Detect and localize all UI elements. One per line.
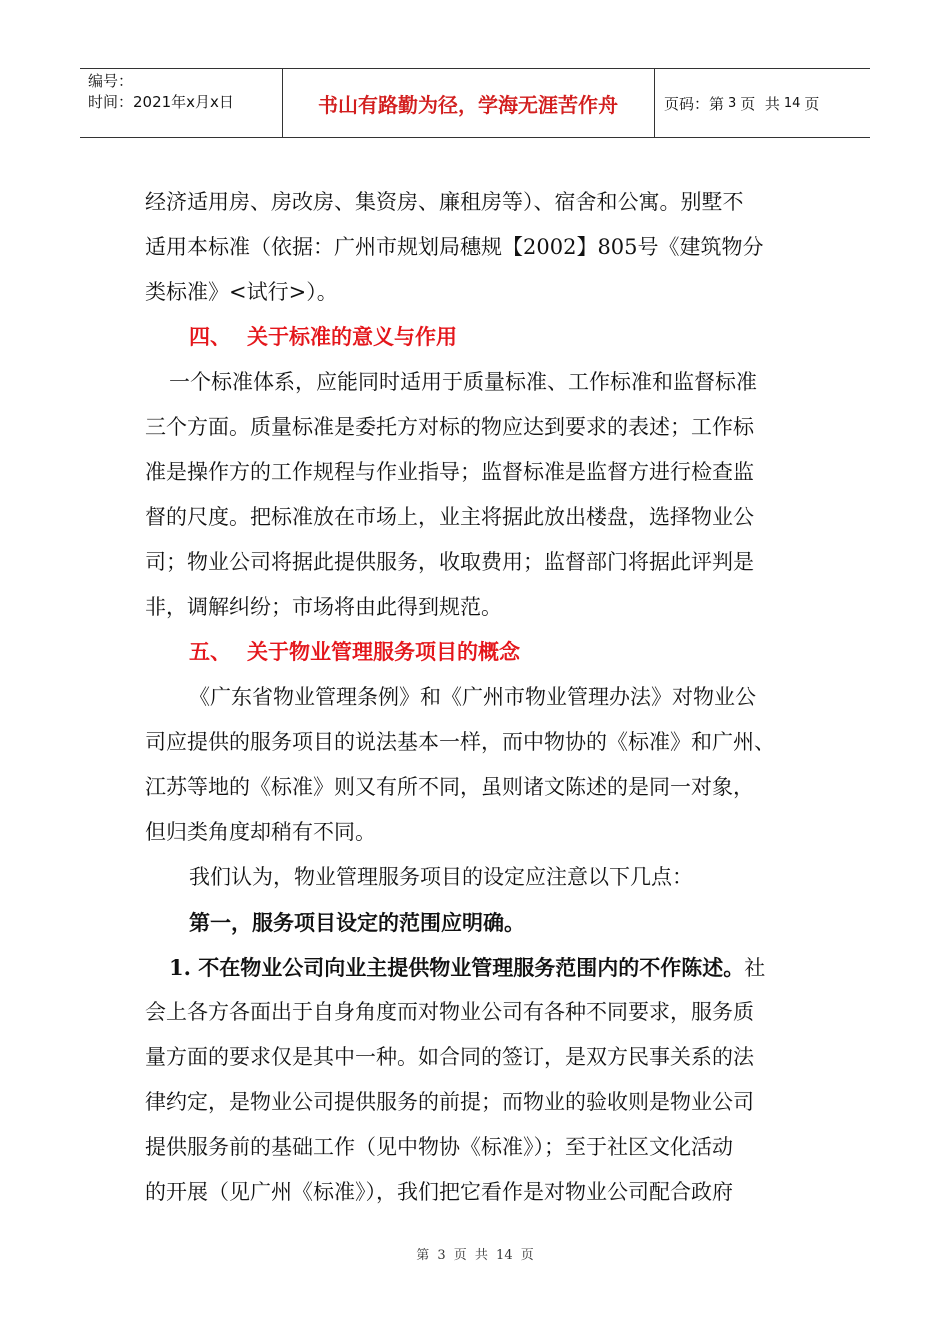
text-line: 《广东省物业管理条例》和《广州市物业管理办法》对物业公 bbox=[189, 685, 756, 709]
bold-lead: 1. 不在物业公司向业主提供物业管理服务范围内的不作陈述。 bbox=[169, 955, 745, 980]
lead-rest: 社 bbox=[744, 956, 766, 980]
text-line: 的开展（见广州《标准》），我们把它看作是对物业公司配合政府 bbox=[145, 1180, 733, 1204]
text-line: 量方面的要求仅是其中一种。如合同的签订，是双方民事关系的法 bbox=[145, 1045, 754, 1069]
section-title: 关于物业管理服务项目的概念 bbox=[247, 640, 520, 664]
text-line: 非，调解纠纷；市场将由此得到规范。 bbox=[145, 595, 502, 619]
text-line: 提供服务前的基础工作（见中物协《标准》）；至于社区文化活动 bbox=[145, 1135, 733, 1159]
text-line: 司应提供的服务项目的说法基本一样，而中物协的《标准》和广州、 bbox=[145, 730, 775, 754]
page-footer: 第 3 页 共 14 页 bbox=[416, 1248, 534, 1263]
page-header-table bbox=[80, 68, 870, 138]
text-line: 适用本标准（依据：广州市规划局穗规【2002】805号《建筑物分 bbox=[145, 235, 764, 259]
page-prefix: 页码：第 bbox=[664, 94, 725, 113]
text-line: 准是操作方的工作规程与作业指导；监督标准是监督方进行检查监 bbox=[145, 460, 754, 484]
section-heading-4 bbox=[145, 315, 810, 360]
text-line: 一个标准体系，应能同时适用于质量标准、工作标准和监督标准 bbox=[169, 370, 757, 394]
page-number: 3 bbox=[728, 95, 737, 111]
text-line: 类标准》<试行>）。 bbox=[145, 280, 338, 304]
header-divider bbox=[654, 69, 655, 137]
doc-number-label: 编号： bbox=[88, 72, 134, 90]
text-line: 经济适用房、房改房、集资房、廉租房等）、宿舍和公寓。别墅不 bbox=[145, 190, 744, 214]
text-line: 会上各方各面出于自身角度而对物业公司有各种不同要求，服务质 bbox=[145, 1000, 754, 1024]
page-suffix: 页 bbox=[804, 94, 820, 113]
header-page-info bbox=[664, 69, 819, 137]
section-number: 四、 bbox=[189, 325, 231, 349]
document-body bbox=[145, 180, 810, 1215]
text-line: 但归类角度却稍有不同。 bbox=[145, 820, 376, 844]
header-meta bbox=[88, 71, 234, 113]
section-title: 关于标准的意义与作用 bbox=[247, 325, 457, 349]
text-line: 律约定，是物业公司提供服务的前提；而物业的验收则是物业公司 bbox=[145, 1090, 754, 1114]
doc-time-label: 时间：2021年x月x日 bbox=[88, 93, 234, 111]
text-line: 督的尺度。把标准放在市场上，业主将据此放出楼盘，选择物业公 bbox=[145, 505, 754, 529]
section-heading-5 bbox=[145, 630, 810, 675]
text-line: 三个方面。质量标准是委托方对标的物应达到要求的表述；工作标 bbox=[145, 415, 754, 439]
page-mid: 页 共 bbox=[740, 94, 780, 113]
text-line: 我们认为，物业管理服务项目的设定应注意以下几点： bbox=[189, 865, 693, 889]
text-line: 司；物业公司将据此提供服务，收取费用；监督部门将据此评判是 bbox=[145, 550, 754, 574]
page-total: 14 bbox=[783, 95, 801, 111]
text-line bbox=[145, 945, 810, 990]
header-motto: 书山有路勤为径，学海无涯苦作舟 bbox=[318, 92, 618, 117]
text-line: 江苏等地的《标准》则又有所不同，虽则诸文陈述的是同一对象， bbox=[145, 775, 754, 799]
section-number: 五、 bbox=[189, 640, 231, 664]
subsection-heading: 第一，服务项目设定的范围应明确。 bbox=[189, 910, 525, 935]
